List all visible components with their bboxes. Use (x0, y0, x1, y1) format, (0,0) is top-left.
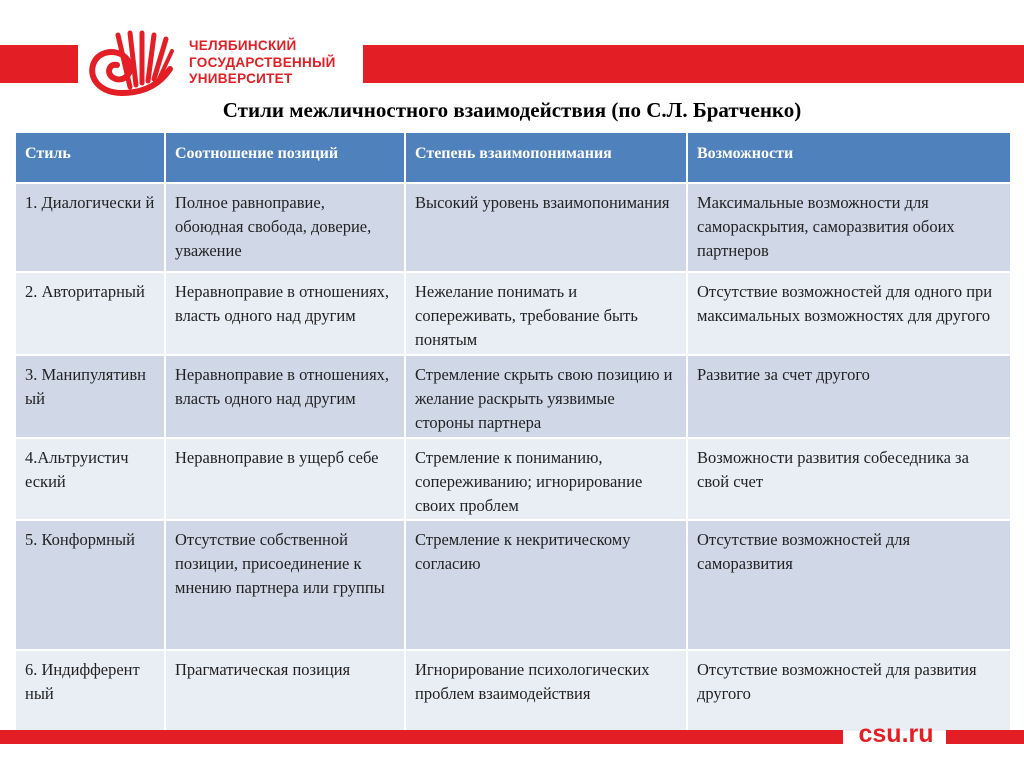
header-understanding: Степень взаимопонимания (405, 132, 687, 183)
table-row (15, 272, 1011, 355)
table-cell: Максимальные возможности для самораскрытия, саморазвития обоих партнеров (687, 183, 1011, 272)
site-url: csu.ru (858, 720, 934, 748)
table-cell: 6. Индифферент ный (15, 650, 165, 732)
slide-title: Стили межличностного взаимодействия (по С.Л. Братченко) (222, 98, 802, 122)
header-positions: Соотношение позиций (165, 132, 405, 183)
table-cell: 4.Альтруистич еский (15, 438, 165, 520)
table-cell: Стремление к пониманию, сопереживанию; игнорирование своих проблем (405, 438, 687, 520)
table-header-row (15, 132, 1011, 183)
table-cell: 1. Диалогически й (15, 183, 165, 272)
table-cell: Отсутствие возможностей для развития другого (687, 650, 1011, 732)
table-cell: Полное равноправие, обоюдная свобода, доверие, уважение (165, 183, 405, 272)
table-cell: Стремление к некритическому согласию (405, 520, 687, 650)
table-cell: Отсутствие возможностей для одного при максимальных возможностях для другого (687, 272, 1011, 355)
table-cell: Прагматическая позиция (165, 650, 405, 732)
table-cell: Отсутствие возможностей для саморазвития (687, 520, 1011, 650)
table-cell: 3. Манипулятивн ый (15, 355, 165, 438)
table-cell: 2. Авторитарный (15, 272, 165, 355)
table-cell: Отсутствие собственной позиции, присоединение к мнению партнера или группы (165, 520, 405, 650)
table-cell: Неравноправие в отношениях, власть одного над другим (165, 272, 405, 355)
interaction-styles-table (14, 131, 1012, 733)
university-name-line: ЧЕЛЯБИНСКИЙ (189, 38, 297, 53)
university-logo-icon (78, 29, 176, 101)
table-cell: Стремление скрыть свою позицию и желание раскрыть уязвимые стороны партнера (405, 355, 687, 438)
footer-stripe-left (0, 730, 843, 744)
university-name-line: ГОСУДАРСТВЕННЫЙ (189, 54, 336, 70)
header-style: Стиль (15, 132, 165, 183)
header-opportunities: Возможности (687, 132, 1011, 183)
table-row (15, 355, 1011, 438)
table-cell: Неравноправие в отношениях, власть одного над другим (165, 355, 405, 438)
table-row (15, 520, 1011, 650)
table-cell: Возможности развития собеседника за свой счет (687, 438, 1011, 520)
table-cell: Игнорирование психологических проблем взаимодействия (405, 650, 687, 732)
footer-stripe-right (946, 730, 1024, 744)
table-cell: Нежелание понимать и сопереживать, требование быть понятым (405, 272, 687, 355)
header-stripe-right (363, 45, 1024, 83)
university-name (189, 38, 359, 88)
table-cell: Развитие за счет другого (687, 355, 1011, 438)
table-cell: Высокий уровень взаимопонимания (405, 183, 687, 272)
table-row (15, 438, 1011, 520)
university-name-line: УНИВЕРСИТЕТ (189, 71, 293, 86)
table-row (15, 183, 1011, 272)
table-cell: 5. Конформный (15, 520, 165, 650)
table-cell: Неравноправие в ущерб себе (165, 438, 405, 520)
